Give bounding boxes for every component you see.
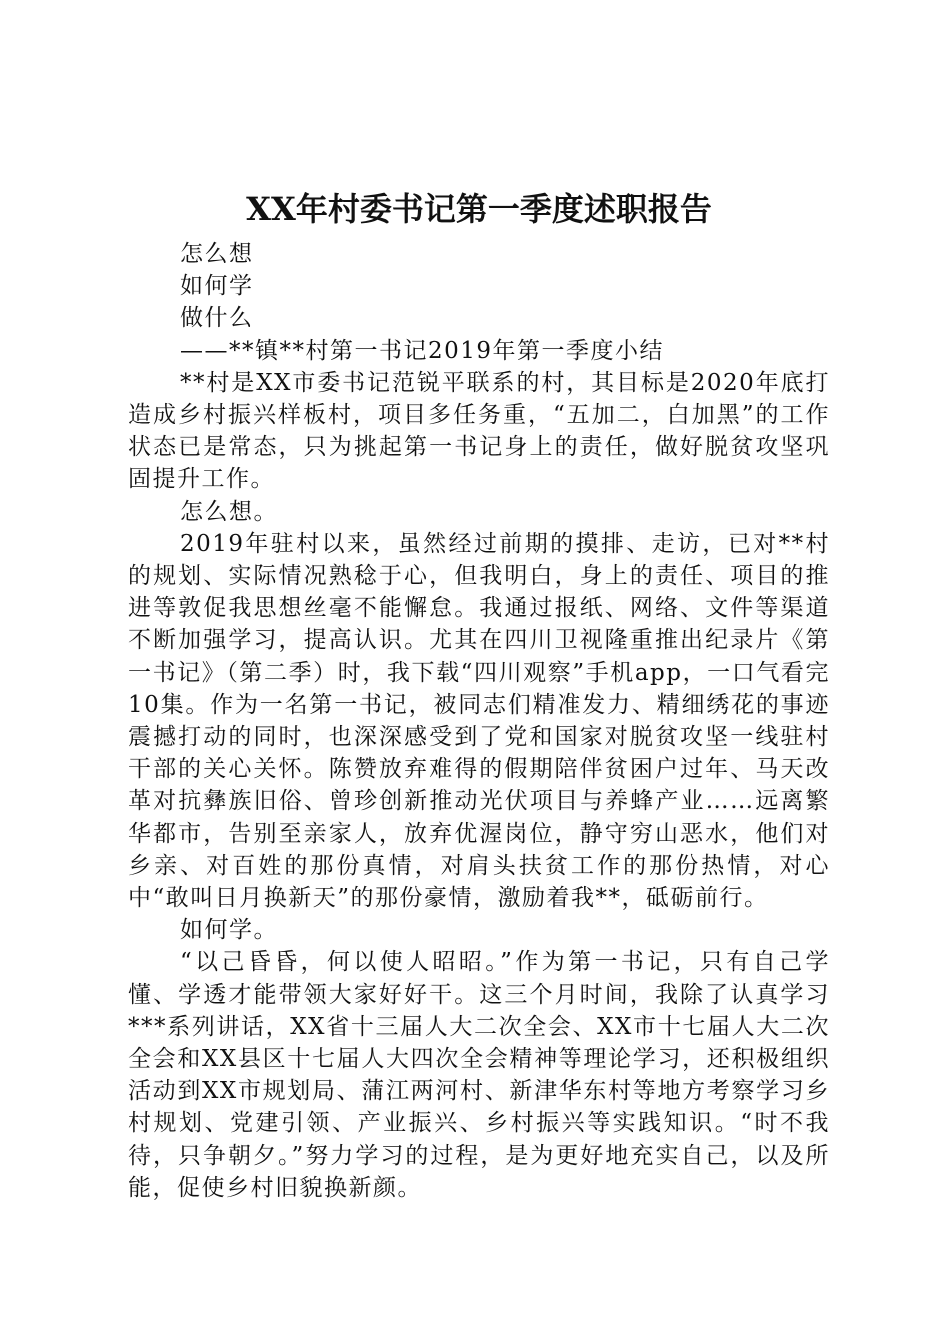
intro-paragraph: **村是XX市委书记范锐平联系的村，其目标是2020年底打造成乡村振兴样板村，项目多任务重，“五加二，白加黑”的工作状态已是常态，只为挑起第一书记身上的责任，做好脱贫攻坚巩固提升工作。 (128, 369, 830, 493)
subtitle-line: ——**镇**村第一书记2019年第一季度小结 (180, 337, 665, 364)
heading-line-what-to-do: 做什么 (180, 305, 254, 332)
document-page (128, 186, 830, 1204)
body-paragraph-learning: “以己昏昏，何以使人昭昭。”作为第一书记，只有自己学懂、学透才能带领大家好好干。这三个月时间，我除了认真学习***系列讲话，XX省十三届人大二次全会、XX市十七届人大二次全会和XX县区十七届人大四次全会精神等理论学习，还积极组织活动到XX市规划局、蒲江两河村、新津华东村等地方考察学习乡村规划、党建引领、产业振兴、乡村振兴等实践知识。“时不我待，只争朝夕。”努力学习的过程，是为更好地充实自己，以及所能，促使乡村旧貌换新颜。 (128, 949, 830, 1201)
body-paragraph-thinking: 2019年驻村以来，虽然经过前期的摸排、走访，已对**村的规划、实际情况熟稔于心，但我明白，身上的责任、项目的推进等敦促我思想丝毫不能懈怠。我通过报纸、网络、文件等渠道不断加强学习，提高认识。尤其在四川卫视隆重推出纪录片《第一书记》（第二季）时，我下载“四川观察”手机app，一口气看完10集。作为一名第一书记，被同志们精准发力、精细绣花的事迹震撼打动的同时，也深深感受到了党和国家对脱贫攻坚一线驻村干部的关心关怀。陈赞放弃难得的假期陪伴贫困户过年、马天改革对抗彝族旧俗、曾珍创新推动光伏项目与养蜂产业……远离繁华都市，告别至亲家人，放弃优渥岗位，静守穷山恶水，他们对乡亲、对百姓的那份真情，对肩头扶贫工作的那份热情，对心中“敢叫日月换新天”的那份豪情，激励着我**，砥砺前行。 (128, 530, 830, 912)
heading-line-how-to-think: 怎么想 (180, 241, 254, 267)
document-title: XX年村委书记第一季度述职报告 (246, 190, 712, 228)
section-heading-how-to-think: 怎么想。 (180, 498, 278, 525)
heading-line-how-to-learn: 如何学 (180, 273, 254, 300)
section-heading-how-to-learn: 如何学。 (180, 917, 278, 944)
